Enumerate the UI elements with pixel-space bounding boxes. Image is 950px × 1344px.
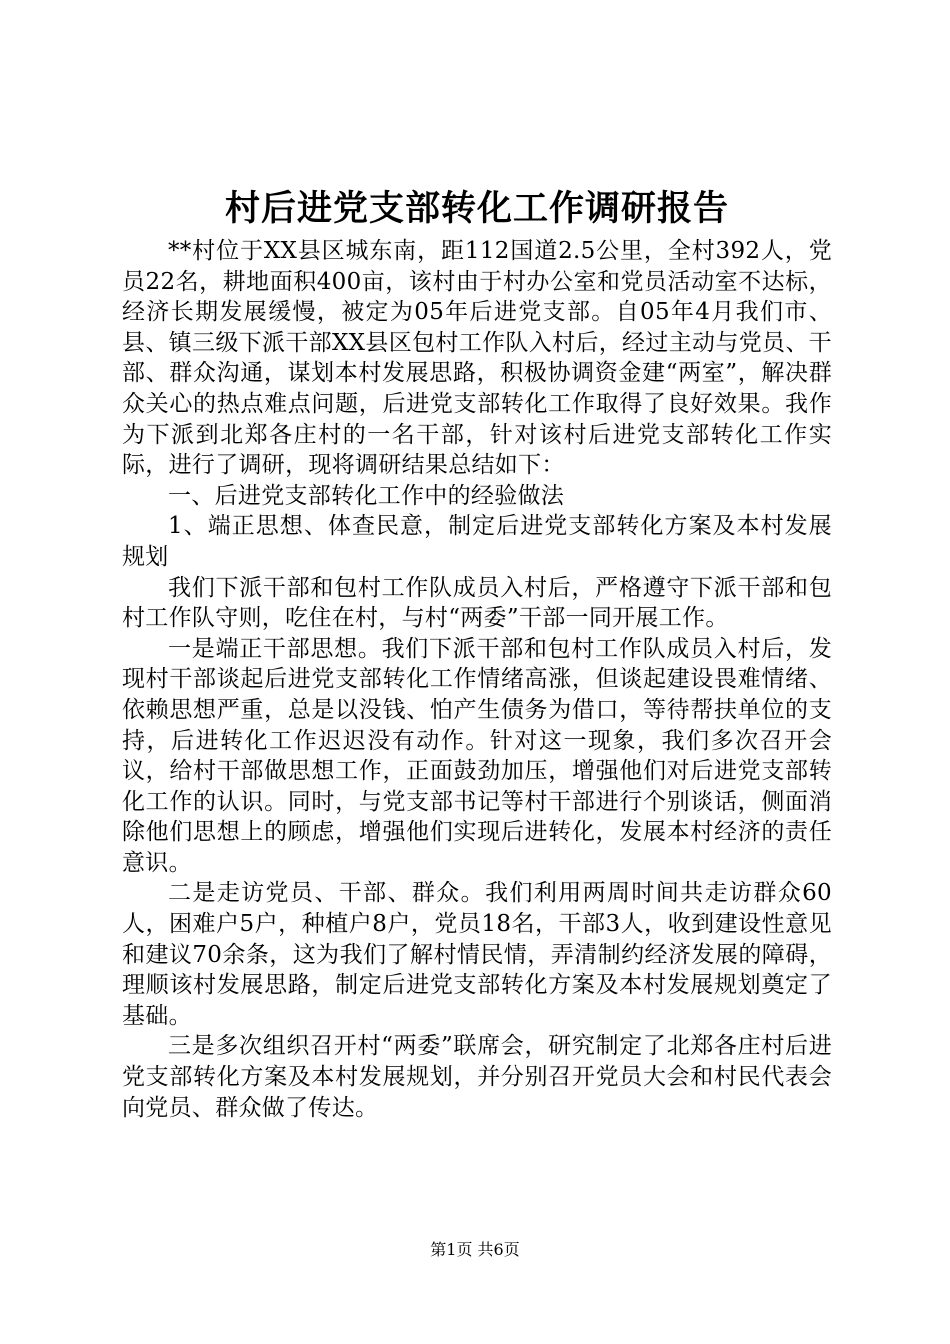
- paragraph-point-one: 一是端正干部思想。我们下派干部和包村工作队成员入村后，发现村干部谈起后进党支部转化工作情绪高涨，但谈起建设畏难情绪、依赖思想严重，总是以没钱、怕产生债务为借口，等待帮扶单位的支持，后进转化工作迟迟没有动作。针对这一现象，我们多次召开会议，给村干部做思想工作，正面鼓劲加压，增强他们对后进党支部转化工作的认识。同时，与党支部书记等村干部进行个别谈话，侧面消除他们思想上的顾虑，增强他们实现后进转化，发展本村经济的责任意识。: [122, 635, 832, 876]
- paragraph-point-two: 二是走访党员、干部、群众。我们利用两周时间共走访群众60人，困难户5户，种植户8户，党员18名，干部3人，收到建设性意见和建议70余条，这为我们了解村情民情，弄清制约经济发展的障碍，理顺该村发展思路，制定后进党支部转化方案及本村发展规划奠定了基础。: [122, 880, 832, 1029]
- document-title: 村后进党支部转化工作调研报告: [224, 188, 729, 229]
- paragraph-intro: **村位于XX县区城东南，距112国道2.5公里，全村392人，党员22名，耕地面积400亩，该村由于村办公室和党员活动室不达标，经济长期发展缓慢，被定为05年后进党支部。自05年4月我们市、县、镇三级下派干部XX县区包村工作队入村后，经过主动与党员、干部、群众沟通，谋划本村发展思路，积极协调资金建“两室”，解决群众关心的热点难点问题，后进党支部转化工作取得了良好效果。我作为下派到北郑各庄村的一名干部，针对该村后进党支部转化工作实际，进行了调研，现将调研结果总结如下：: [122, 238, 832, 479]
- section-heading-1: 一、后进党支部转化工作中的经验做法: [168, 482, 565, 509]
- paragraph-point-three: 三是多次组织召开村“两委”联席会，研究制定了北郑各庄村后进党支部转化方案及本村发展规划，并分别召开党员大会和村民代表会向党员、群众做了传达。: [122, 1033, 832, 1121]
- subsection-heading-1: 1、端正思想、体查民意，制定后进党支部转化方案及本村发展规划: [122, 513, 832, 570]
- document-page: [122, 186, 832, 1123]
- page-number-footer: 第1页 共6页: [430, 1240, 520, 1259]
- document-body: [122, 236, 832, 1123]
- paragraph-entry: 我们下派干部和包村工作队成员入村后，严格遵守下派干部和包村工作队守则，吃住在村，与村“两委”干部一同开展工作。: [122, 574, 832, 632]
